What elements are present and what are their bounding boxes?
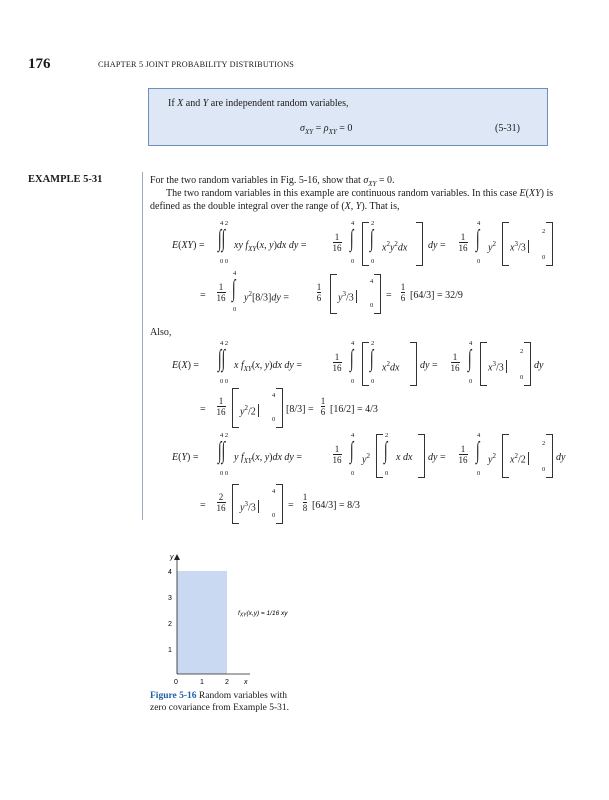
bracket-right (276, 388, 283, 428)
integral-symbol: ∫ (476, 438, 480, 464)
limit-lower: 0 (477, 470, 481, 477)
bracket-right (418, 434, 425, 478)
limit-lower: 0 0 (220, 258, 229, 265)
eq-term: [16/2] = 4/3 (330, 404, 378, 415)
integral-symbol: ∫ (370, 346, 374, 372)
bracket-left (330, 274, 337, 314)
integral-symbol: ∫ (350, 346, 354, 372)
eq-term: y $f_{XY}(x$, y)dx dy = (234, 452, 303, 465)
frac-1-6: 1 6 (316, 282, 322, 303)
bracket-left (502, 222, 509, 266)
eq-term: dy = (428, 240, 446, 251)
eq-term: $y^2$ (488, 452, 496, 466)
bracket-right (546, 434, 553, 478)
eq-term: dy (556, 452, 566, 463)
limit-upper: 4 (272, 488, 276, 495)
eq-term: $y^2[8/3]dy$ = (244, 290, 289, 304)
limit-lower: 0 (351, 378, 355, 385)
bracket-right (416, 222, 423, 266)
figure-caption (150, 690, 300, 714)
eq-term: = (386, 290, 392, 301)
bracket-right (546, 222, 553, 266)
integral-symbol: ∫ (232, 276, 236, 302)
x-tick-0: 0 (174, 679, 178, 686)
eq-ey-lhs: E(Y) = (172, 452, 199, 463)
bracket-right (374, 274, 381, 314)
eq-term: $x^3/3$ (488, 360, 507, 373)
frac-1-16: 1 16 (458, 444, 468, 465)
box-equation: $\sigma_{XY} = \rho_{XY} = 0$ (300, 123, 353, 136)
eq-term: = (200, 290, 206, 301)
y-tick-2: 2 (168, 621, 172, 628)
limit-lower: 0 (371, 378, 375, 385)
eq-exy-lhs: E(XY) = (172, 240, 205, 251)
x-axis-label: x (244, 679, 248, 686)
also-text: Also, (150, 327, 172, 338)
limit-upper: 4 (370, 278, 374, 285)
eq-term: dy (534, 360, 544, 371)
double-integral-symbol: ∫∫ (218, 438, 226, 464)
limit-lower: 0 (272, 416, 276, 423)
box-text: If X and Y are independent random variables, (168, 98, 349, 109)
density-label: $f_{XY}(x,y) = 1/16$ xy (238, 610, 288, 619)
limit-lower: 0 (351, 470, 355, 477)
eq-term: = (288, 500, 294, 511)
double-integral-symbol: ∫∫ (218, 346, 226, 372)
limit-upper: 4 (477, 432, 481, 439)
limit-lower: 0 (351, 258, 355, 265)
bracket-right (410, 342, 417, 386)
eq-term: $y^2/2$ (240, 404, 259, 417)
eq-term: $y^2$ (362, 452, 370, 466)
eq-term: $x^3/3$ (510, 240, 529, 253)
limit-upper: 4 (351, 432, 355, 439)
frac-1-16: 1 16 (332, 232, 342, 253)
limit-upper: 4 (351, 220, 355, 227)
chapter-title: CHAPTER 5 JOINT PROBABILITY DISTRIBUTIONS (98, 60, 295, 69)
limit-upper: 4 (477, 220, 481, 227)
bracket-right (276, 484, 283, 524)
bracket-left (502, 434, 509, 478)
eq-term: = (200, 404, 206, 415)
page-number: 176 (28, 56, 51, 72)
y-tick-1: 1 (168, 647, 172, 654)
frac-1-6: 1 6 (400, 282, 406, 303)
limit-upper: 4 (469, 340, 473, 347)
limit-lower: 0 (272, 512, 276, 519)
integral-symbol: ∫ (384, 438, 388, 464)
frac-1-6: 1 6 (320, 396, 326, 417)
eq-term: $y^2$ (488, 240, 496, 254)
eq-term: [64/3] = 8/3 (312, 500, 360, 511)
limit-lower: 0 (477, 258, 481, 265)
x-tick-2: 2 (225, 679, 229, 686)
integral-symbol: ∫ (350, 226, 354, 252)
frac-1-8: 1 8 (302, 492, 308, 513)
eq-exy-integrand: xy $f_{XY}(x$, y)dx dy = (234, 240, 307, 253)
frac-1-16: 1 16 (216, 396, 226, 417)
limit-lower: 0 (520, 374, 524, 381)
limit-upper: 4 (233, 270, 237, 277)
density-region (177, 571, 227, 674)
limit-lower: 0 0 (220, 470, 229, 477)
limit-lower: 0 (542, 254, 546, 261)
figure-caption-title: Figure 5-16 (150, 691, 197, 701)
limit-upper: 2 (385, 432, 389, 439)
frac-1-16: 1 16 (216, 282, 226, 303)
example-intro: For the two random variables in Fig. 5-16, show that $\sigma_{XY} = 0$. (150, 175, 395, 188)
limit-upper: 2 (520, 348, 524, 355)
limit-upper: 4 (272, 392, 276, 399)
limit-upper: 4 2 (220, 220, 229, 227)
eq-term: x $f_{XY}(x$, y)dx dy = (234, 360, 303, 373)
eq-term: $x^2y^2dx$ (382, 240, 408, 254)
limit-upper: 2 (371, 220, 375, 227)
eq-term: [64/3] = 32/9 (410, 290, 463, 301)
bracket-right (524, 342, 531, 386)
figure-5-16-plot (150, 540, 310, 690)
bracket-left (232, 388, 239, 428)
limit-lower: 0 (469, 378, 473, 385)
frac-1-16: 1 16 (332, 444, 342, 465)
eq-term: dy = (420, 360, 438, 371)
figure-caption-text: Random variables with zero covariance from Example 5-31. (150, 691, 290, 713)
limit-upper: 4 2 (220, 432, 229, 439)
y-axis-arrow (174, 554, 180, 560)
example-label: EXAMPLE 5-31 (28, 174, 103, 185)
limit-lower: 0 (371, 258, 375, 265)
eq-term: $x^2dx$ (382, 360, 400, 374)
y-axis-label: y (170, 554, 174, 561)
eq-term: [8/3] = (286, 404, 314, 415)
limit-lower: 0 (233, 306, 237, 313)
bracket-left (362, 222, 369, 266)
y-tick-3: 3 (168, 595, 172, 602)
frac-1-16: 1 16 (332, 352, 342, 373)
limit-upper: 2 (542, 228, 546, 235)
frac-1-16: 1 16 (450, 352, 460, 373)
example-paragraph: The two random variables in this example are continuous random variables. In this case E(XY) is defined as the double integral over the range of (X, Y). That is, (150, 188, 554, 212)
limit-upper: 4 2 (220, 340, 229, 347)
eq-term: dy = (428, 452, 446, 463)
double-integral-symbol: ∫∫ (218, 226, 226, 252)
y-tick-4: 4 (168, 569, 172, 576)
limit-upper: 2 (542, 440, 546, 447)
theorem-box (148, 88, 548, 146)
eq-term: $x^2/2$ (510, 452, 529, 465)
limit-lower: 0 0 (220, 378, 229, 385)
integral-symbol: ∫ (476, 226, 480, 252)
frac-2-16: 2 16 (216, 492, 226, 513)
bracket-left (376, 434, 383, 478)
limit-lower: 0 (370, 302, 374, 309)
eq-term: x dx (396, 452, 413, 463)
integral-symbol: ∫ (370, 226, 374, 252)
example-rule (142, 172, 143, 520)
eq-term: $y^3/3$ (240, 500, 259, 513)
eq-term: = (200, 500, 206, 511)
integral-symbol: ∫ (350, 438, 354, 464)
x-tick-1: 1 (200, 679, 204, 686)
limit-upper: 2 (371, 340, 375, 347)
limit-lower: 0 (542, 466, 546, 473)
eq-term: $y^3/3$ (338, 290, 357, 303)
limit-upper: 4 (351, 340, 355, 347)
integral-symbol: ∫ (468, 346, 472, 372)
frac-1-16: 1 16 (458, 232, 468, 253)
limit-lower: 0 (385, 470, 389, 477)
equation-number: (5-31) (495, 123, 520, 134)
bracket-left (480, 342, 487, 386)
bracket-left (232, 484, 239, 524)
bracket-left (362, 342, 369, 386)
eq-ex-lhs: E(X) = (172, 360, 200, 371)
